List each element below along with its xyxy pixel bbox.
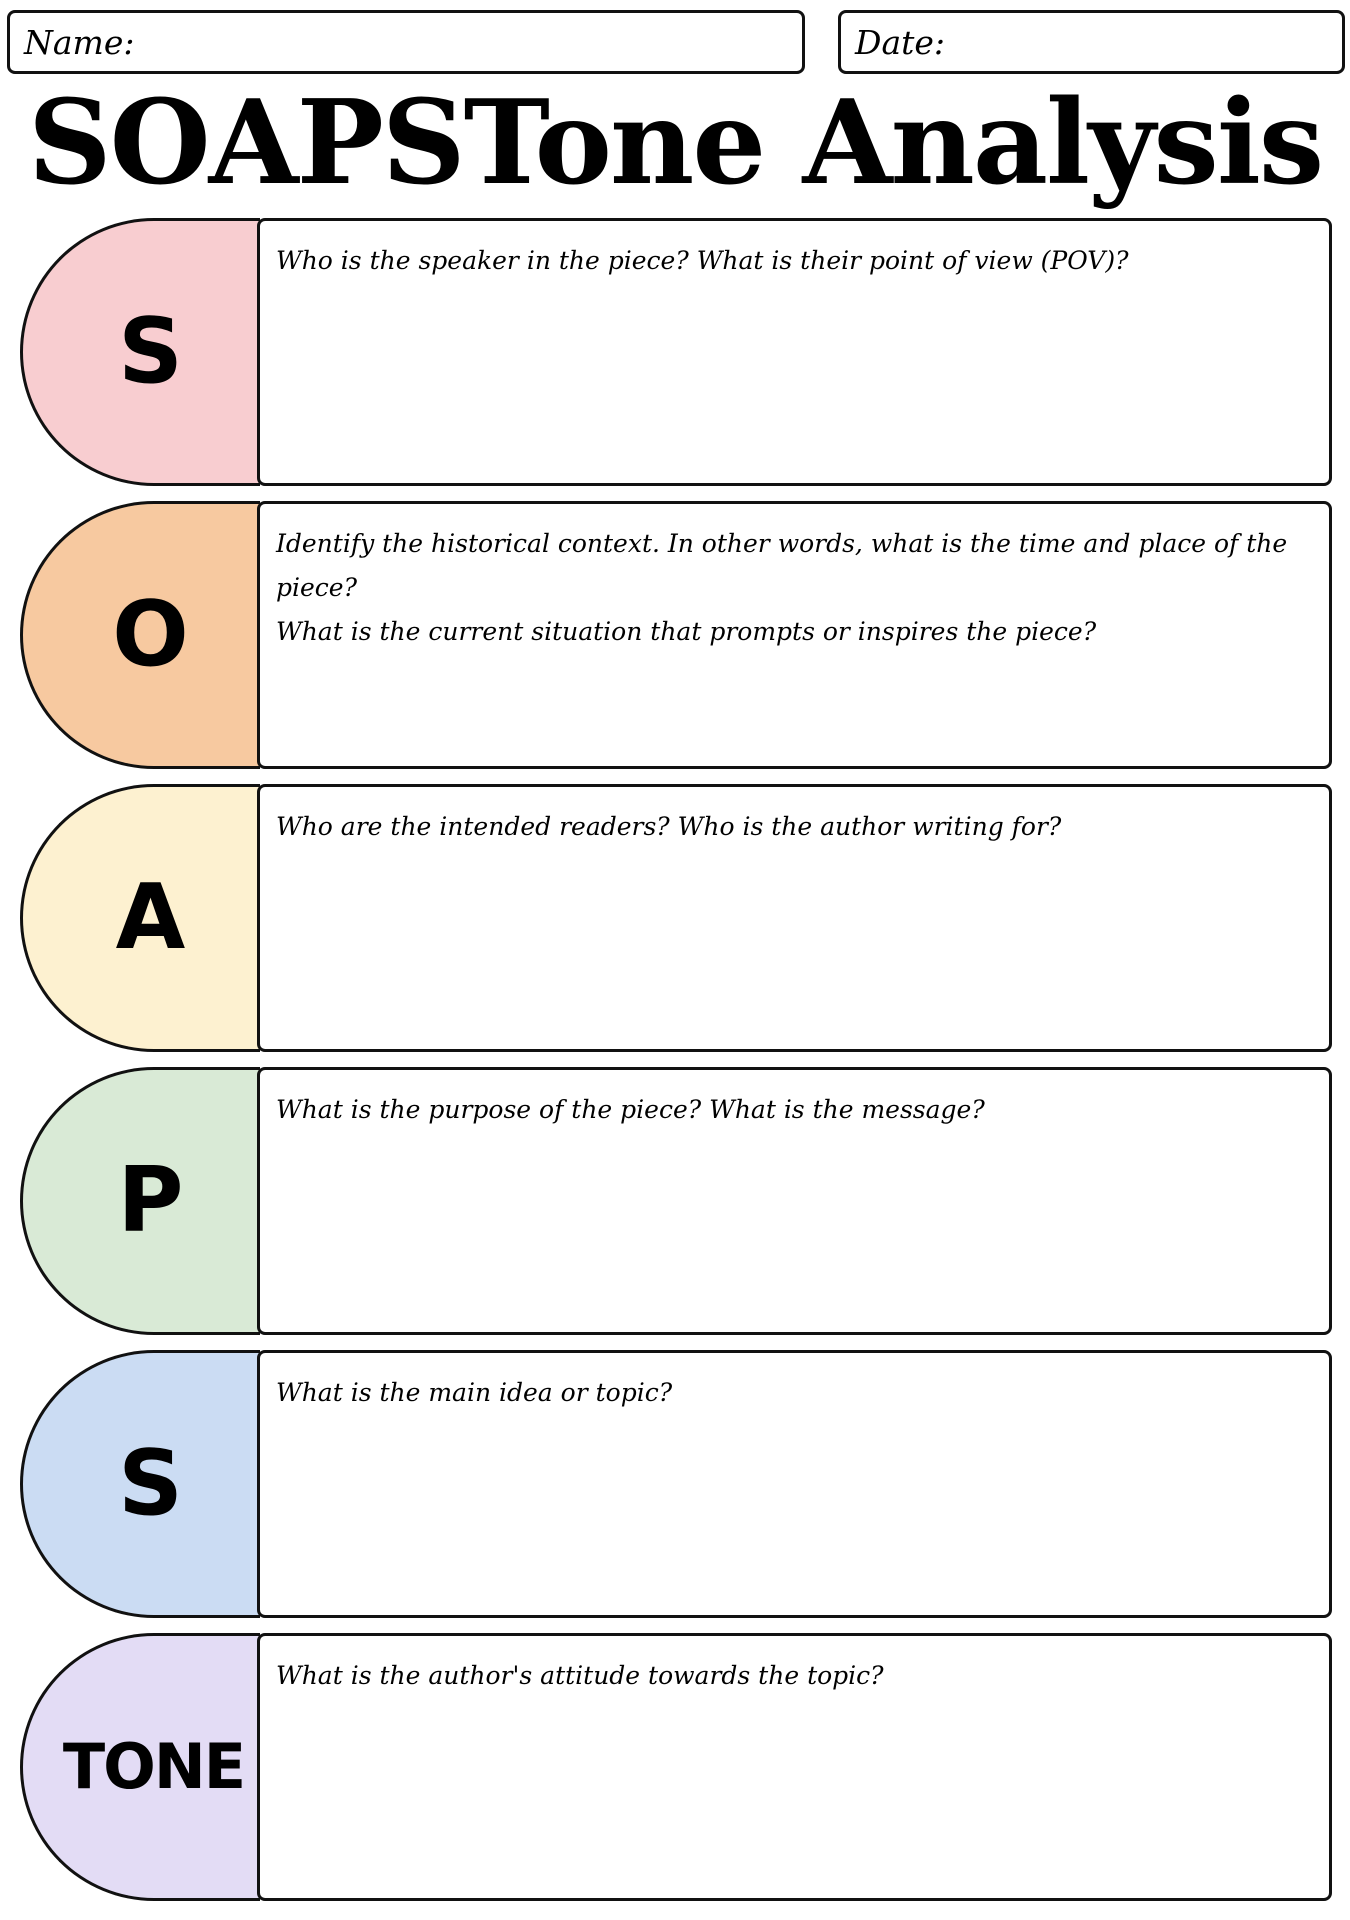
- answer-box[interactable]: [257, 1633, 1332, 1901]
- section-tone: [20, 1633, 1332, 1901]
- section-occasion: [20, 501, 1332, 769]
- date-field[interactable]: [838, 10, 1345, 74]
- section-tab: [20, 501, 260, 769]
- section-speaker: [20, 218, 1332, 486]
- section-letter: P: [117, 1148, 184, 1253]
- date-label: Date:: [855, 22, 946, 62]
- section-purpose: [20, 1067, 1332, 1335]
- section-prompt: Who is the speaker in the piece? What is their point of view (POV)?: [276, 246, 1129, 275]
- section-tab: [20, 1067, 260, 1335]
- section-prompt: Who are the intended readers? Who is the author writing for?: [276, 812, 1062, 841]
- section-prompt: What is the author's attitude towards the topic?: [276, 1661, 884, 1690]
- section-letter: S: [118, 1431, 183, 1536]
- section-subject: [20, 1350, 1332, 1618]
- name-field[interactable]: [7, 10, 805, 74]
- answer-box[interactable]: [257, 784, 1332, 1052]
- section-prompt: Identify the historical context. In other words, what is the time and place of the piece? What is the current situation that prompts or inspires the piece?: [276, 529, 1288, 646]
- section-tab: [20, 1350, 260, 1618]
- section-prompt: What is the main idea or topic?: [276, 1378, 673, 1407]
- answer-box[interactable]: [257, 1350, 1332, 1618]
- answer-box[interactable]: [257, 1067, 1332, 1335]
- section-letter: TONE: [62, 1730, 245, 1803]
- section-letter: S: [118, 299, 183, 404]
- section-tab: [20, 1633, 260, 1901]
- section-tab: [20, 218, 260, 486]
- name-label: Name:: [24, 22, 135, 62]
- section-tab: [20, 784, 260, 1052]
- section-letter: A: [115, 865, 186, 970]
- section-prompt: What is the purpose of the piece? What is the message?: [276, 1095, 985, 1124]
- section-audience: [20, 784, 1332, 1052]
- page-title: SOAPSTone Analysis: [27, 75, 1323, 211]
- section-letter: O: [112, 582, 189, 687]
- answer-box[interactable]: [257, 218, 1332, 486]
- answer-box[interactable]: [257, 501, 1332, 769]
